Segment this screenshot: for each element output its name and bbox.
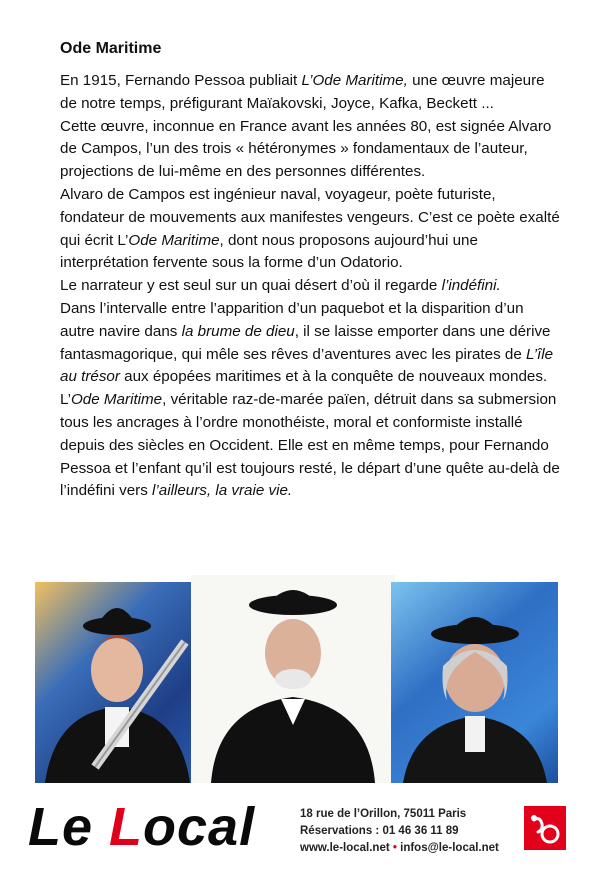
text-run: Alvaro de Campos est ingénieur naval, voyageur, poète futuriste, fondateur de mouvements aux manifestes vengeurs. C’est ce poète exalté qui écrit L’	[60, 185, 560, 249]
body-text	[60, 70, 560, 503]
footer	[0, 790, 591, 886]
photo-woman	[391, 582, 558, 783]
le-local-logo	[28, 796, 255, 858]
venue-reservations: Réservations : 01 46 36 11 89	[300, 825, 459, 837]
text-run: L’	[60, 391, 71, 409]
text-run: Dans l’intervalle entre l’apparition d’un paquebot et la disparition d’un autre navire dans	[60, 299, 524, 340]
text-run: , il se laisse emporter dans une dérive fantasmagorique, qui mêle ses rêves d’aventures avec les pirates de	[60, 322, 551, 363]
photo-flutist	[35, 582, 200, 783]
text-run: , véritable raz-de-marée païen, détruit dans sa submersion tous les ancrages à l’ordre monothéiste, moral et conformiste installé depuis des siècles en Occident. Elle est en même temps, pour Fernando Pessoa et l’enfant qu’il est toujours resté, le départ d’une quête au-delà de l’indéfini vers	[60, 391, 560, 500]
text-run: , dont nous proposons aujourd’hui une interprétation fervente sous la forme d’un Odatorio.	[60, 231, 478, 272]
text-run: Le narrateur y est seul sur un quai désert d’où il regarde	[60, 277, 442, 295]
venue-address: 18 rue de l’Orillon, 75011 Paris	[300, 808, 467, 820]
italic-run: L’Ode Maritime,	[301, 72, 408, 89]
text-run: une œuvre majeure de notre temps, préfigurant Maïakovski, Joyce, Kafka, Beckett ...	[60, 72, 545, 112]
paragraph	[60, 116, 560, 184]
logo-part3: ocal	[143, 797, 256, 857]
venue-info	[300, 806, 499, 857]
text-run: En 1915, Fernando Pessoa publiait	[60, 72, 302, 89]
photo-strip	[0, 575, 591, 785]
logo-part1: Le	[28, 797, 110, 857]
italic-run: l’ailleurs, la vraie vie.	[152, 482, 293, 500]
contact-separator: •	[392, 842, 397, 854]
italic-run: Ode Maritime	[128, 231, 220, 249]
paragraph	[60, 275, 560, 298]
page-title: Ode Maritime	[60, 40, 162, 57]
italic-run: L’île au trésor	[60, 345, 554, 386]
photo-man	[191, 575, 395, 783]
paragraph	[60, 389, 560, 503]
paragraph	[60, 298, 560, 389]
venue-email[interactable]: infos@le-local.net	[400, 842, 499, 854]
text-run: Cette œuvre, inconnue en France avant les années 80, est signée Alvaro de Campos, l’un des trois « hétéronymes » fondamentaux de l’auteur, projections de lui-même en des personnes différentes.	[60, 117, 552, 181]
paragraph	[60, 70, 560, 116]
text-run: aux épopées maritimes et à la conquête de nouveaux mondes.	[119, 368, 548, 386]
italic-run: Ode Maritime	[70, 391, 163, 409]
venue-website[interactable]: www.le-local.net	[300, 842, 390, 854]
logo-part2: L	[109, 797, 144, 857]
italic-run: la brume de dieu	[181, 322, 295, 340]
venue-contact	[300, 840, 499, 857]
le-local-badge-icon	[524, 806, 566, 850]
paragraph	[60, 184, 560, 275]
italic-run: l’indéfini.	[441, 277, 501, 295]
